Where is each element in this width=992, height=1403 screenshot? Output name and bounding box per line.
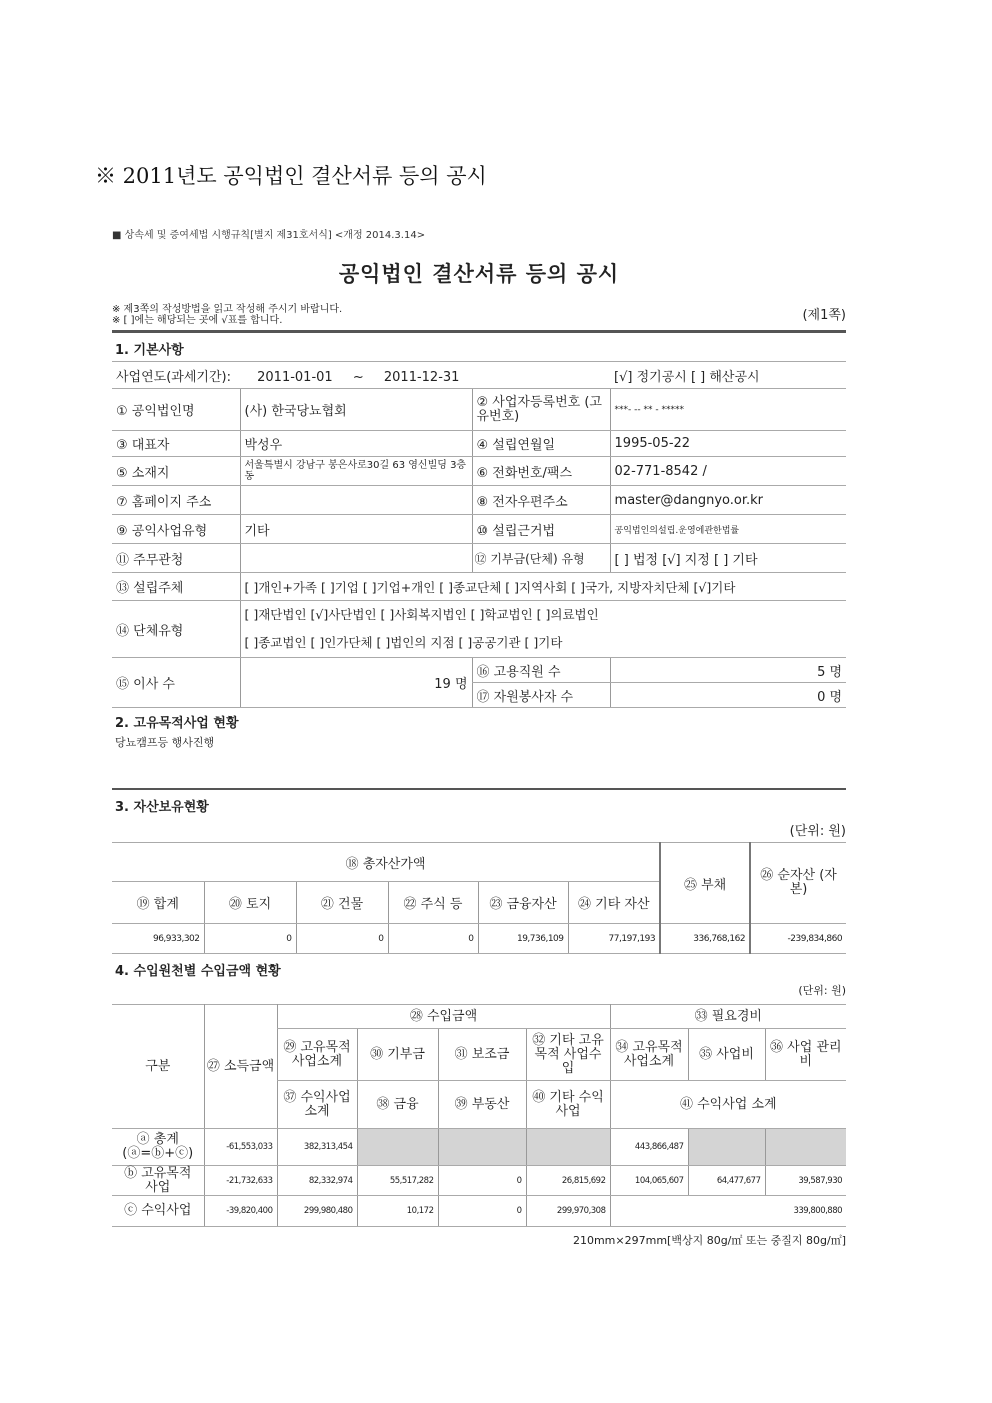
field-label: ⑨ 공익사업유형: [112, 515, 240, 544]
column-header: ㉜ 기타 고유목적 사업수입: [526, 1029, 610, 1081]
cell-value: 0: [438, 1196, 526, 1227]
column-header: ㉗ 소득금액: [204, 1005, 277, 1129]
table-row: [112, 486, 846, 515]
column-header: ㉔ 기타 자산: [568, 882, 660, 924]
row-label: ⓐ 총계 (ⓐ=ⓑ+ⓒ): [112, 1129, 204, 1166]
field-label: ⑫ 기부금(단체) 유형: [472, 544, 610, 573]
row-label: ⓒ 수익사업: [112, 1196, 204, 1227]
group-header: ㉝ 필요경비: [610, 1005, 846, 1029]
cell-value: 0: [296, 924, 388, 954]
shaded-cell: [688, 1129, 765, 1166]
section1-title: 1. 기본사항: [115, 343, 184, 358]
field-value: ***- -- ** - *****: [610, 389, 846, 431]
unit-label: (단위: 원): [798, 984, 846, 997]
period-sep: ~: [352, 369, 364, 385]
section3-title: 3. 자산보유현황: [115, 800, 209, 815]
field-label: ⑦ 홈페이지 주소: [112, 486, 240, 515]
cell-value: 336,768,162: [660, 924, 750, 954]
field-label: ⑰ 자원봉사자 수: [472, 683, 610, 708]
period-start: 2011-01-01: [257, 369, 333, 385]
field-label: ⑥ 전화번호/팩스: [472, 457, 610, 486]
column-header: ㉙ 고유목적 사업소계: [277, 1029, 357, 1081]
field-value: 서울특별시 강남구 봉은사로30길 63 영신빌딩 3층동: [240, 457, 472, 486]
period-label: 사업연도(과세기간):: [116, 369, 231, 385]
cell-value: 10,172: [357, 1196, 438, 1227]
cell-value: -39,820,400: [204, 1196, 277, 1227]
period-row: [112, 362, 846, 389]
page-mark: (제1쪽): [802, 308, 846, 323]
cell-value: 104,065,607: [610, 1166, 688, 1196]
field-label: ⑩ 설립근거법: [472, 515, 610, 544]
column-header: ㉟ 사업비: [688, 1029, 765, 1081]
column-header: ㉕ 부채: [660, 843, 750, 924]
cell-value: 299,980,480: [277, 1196, 357, 1227]
table-row: [112, 658, 846, 683]
cell-value: 0: [204, 924, 296, 954]
table-row: [112, 515, 846, 544]
group-header: ⑱ 총자산가액: [112, 843, 660, 882]
cell-value: 0: [388, 924, 478, 954]
note: ※ [ ]에는 해당되는 곳에 √표를 합니다.: [112, 315, 283, 326]
column-header: ㉒ 주식 등: [388, 882, 478, 924]
cell-value: 82,332,974: [277, 1166, 357, 1196]
field-label: ① 공익법인명: [112, 389, 240, 431]
field-label: ⑤ 소재지: [112, 457, 240, 486]
field-label: ⑭ 단체유형: [112, 601, 240, 658]
field-label: ⑮ 이사 수: [112, 658, 240, 708]
section4-title: 4. 수입원천별 수입금액 현황: [115, 964, 281, 979]
field-value: master@dangnyo.or.kr: [610, 486, 846, 515]
column-header: ⑲ 합계: [112, 882, 204, 924]
column-header: ㊱ 사업 관리비: [765, 1029, 846, 1081]
table-row: [112, 1196, 846, 1227]
cell-value: 443,866,487: [610, 1129, 688, 1166]
field-value: [240, 544, 472, 573]
section2-title: 2. 고유목적사업 현황: [115, 716, 239, 731]
column-header: ㉚ 기부금: [357, 1029, 438, 1081]
field-value: 공익법인의설립.운영에관한법률: [610, 515, 846, 544]
field-label: ③ 대표자: [112, 431, 240, 457]
field-value: 기타: [240, 515, 472, 544]
shaded-cell: [526, 1129, 610, 1166]
column-header: ㉖ 순자산 (자본): [750, 843, 846, 924]
income-table: [112, 1004, 846, 1227]
field-value: (사) 한국당뇨협회: [240, 389, 472, 431]
form-title: 공익법인 결산서류 등의 공시: [338, 262, 620, 286]
column-header: ㉛ 보조금: [438, 1029, 526, 1081]
table-row: [112, 601, 846, 658]
cell-value: -21,732,633: [204, 1166, 277, 1196]
form-notes: [112, 304, 846, 326]
column-header: ㉓ 금융자산: [478, 882, 568, 924]
disclosure-form: [112, 226, 846, 1248]
document-heading: ※ 2011년도 공익법인 결산서류 등의 공시: [95, 164, 487, 188]
regulation-line: ■ 상속세 및 증여세법 시행규칙[별지 제31호서식] <개정 2014.3.14>: [112, 230, 426, 241]
cell-value: 0: [438, 1166, 526, 1196]
table-row: [112, 431, 846, 457]
shaded-cell: [357, 1129, 438, 1166]
field-label: ⑯ 고용직원 수: [472, 658, 610, 683]
cell-value: 26,815,692: [526, 1166, 610, 1196]
org-type-line: [ ]재단법인 [√]사단법인 [ ]사회복지법인 [ ]학교법인 [ ]의료법인: [244, 607, 599, 622]
column-header: 구분: [112, 1005, 204, 1129]
note: ※ 제3쪽의 작성방법을 읽고 작성해 주시기 바랍니다.: [112, 304, 343, 315]
field-value: 박성우: [240, 431, 472, 457]
cell-value: 39,587,930: [765, 1166, 846, 1196]
period-end: 2011-12-31: [383, 369, 460, 385]
column-header: ㊳ 금융: [357, 1081, 438, 1129]
field-value: [240, 486, 472, 515]
field-value: 1995-05-22: [610, 431, 846, 457]
founder-value: [ ]개인+가족 [ ]기업 [ ]기업+개인 [ ]종교단체 [ ]지역사회 [ ]국가, 지방자치단체 [√]기타: [240, 573, 846, 601]
org-type-line: [ ]종교법인 [ ]인가단체 [ ]법인의 지점 [ ]공공기관 [ ]기타: [244, 635, 563, 650]
cell-value: 339,800,880: [610, 1196, 846, 1227]
column-header: ㊵ 기타 수익사업: [526, 1081, 610, 1129]
column-header: ㉑ 건물: [296, 882, 388, 924]
table-row: [112, 1166, 846, 1196]
field-label: ⑬ 설립주체: [112, 573, 240, 601]
volunteers-value: 0 명: [610, 683, 846, 708]
table-row: [112, 457, 846, 486]
cell-value: -61,553,033: [204, 1129, 277, 1166]
table-row: [112, 573, 846, 601]
field-label: ② 사업자등록번호 (고유번호): [472, 389, 610, 431]
table-row: [112, 544, 846, 573]
column-header: ⑳ 토지: [204, 882, 296, 924]
divider: [112, 330, 846, 333]
field-label: ⑧ 전자우편주소: [472, 486, 610, 515]
basic-info-table: [112, 361, 846, 708]
table-row: [112, 389, 846, 431]
cell-value: 382,313,454: [277, 1129, 357, 1166]
paper-spec: 210mm×297mm[백상지 80g/㎡ 또는 중질지 80g/㎡]: [572, 1234, 846, 1247]
table-row: [112, 1129, 846, 1166]
column-header: ㊶ 수익사업 소계: [610, 1081, 846, 1129]
column-header: ㉞ 고유목적 사업소계: [610, 1029, 688, 1081]
notice-type: [√] 정기공시 [ ] 해산공시: [610, 362, 846, 389]
divider: [112, 788, 846, 790]
unit-label: (단위: 원): [789, 824, 846, 839]
cell-value: 77,197,193: [568, 924, 660, 954]
directors-value: 19 명: [240, 658, 472, 708]
field-value: 02-771-8542 /: [610, 457, 846, 486]
table-row: [112, 924, 846, 954]
field-label: ⑪ 주무관청: [112, 544, 240, 573]
field-value: [ ] 법정 [√] 지정 [ ] 기타: [610, 544, 846, 573]
cell-value: 96,933,302: [112, 924, 204, 954]
section2-content: 당뇨캠프등 행사진행: [115, 736, 215, 749]
row-label: ⓑ 고유목적 사업: [112, 1166, 204, 1196]
cell-value: -239,834,860: [750, 924, 846, 954]
shaded-cell: [438, 1129, 526, 1166]
column-header: ㊲ 수익사업 소계: [277, 1081, 357, 1129]
cell-value: 299,970,308: [526, 1196, 610, 1227]
cell-value: 64,477,677: [688, 1166, 765, 1196]
shaded-cell: [765, 1129, 846, 1166]
field-label: ④ 설립연월일: [472, 431, 610, 457]
cell-value: 19,736,109: [478, 924, 568, 954]
group-header: ㉘ 수입금액: [277, 1005, 610, 1029]
cell-value: 55,517,282: [357, 1166, 438, 1196]
employees-value: 5 명: [610, 658, 846, 683]
asset-table: [112, 842, 846, 954]
column-header: ㊴ 부동산: [438, 1081, 526, 1129]
